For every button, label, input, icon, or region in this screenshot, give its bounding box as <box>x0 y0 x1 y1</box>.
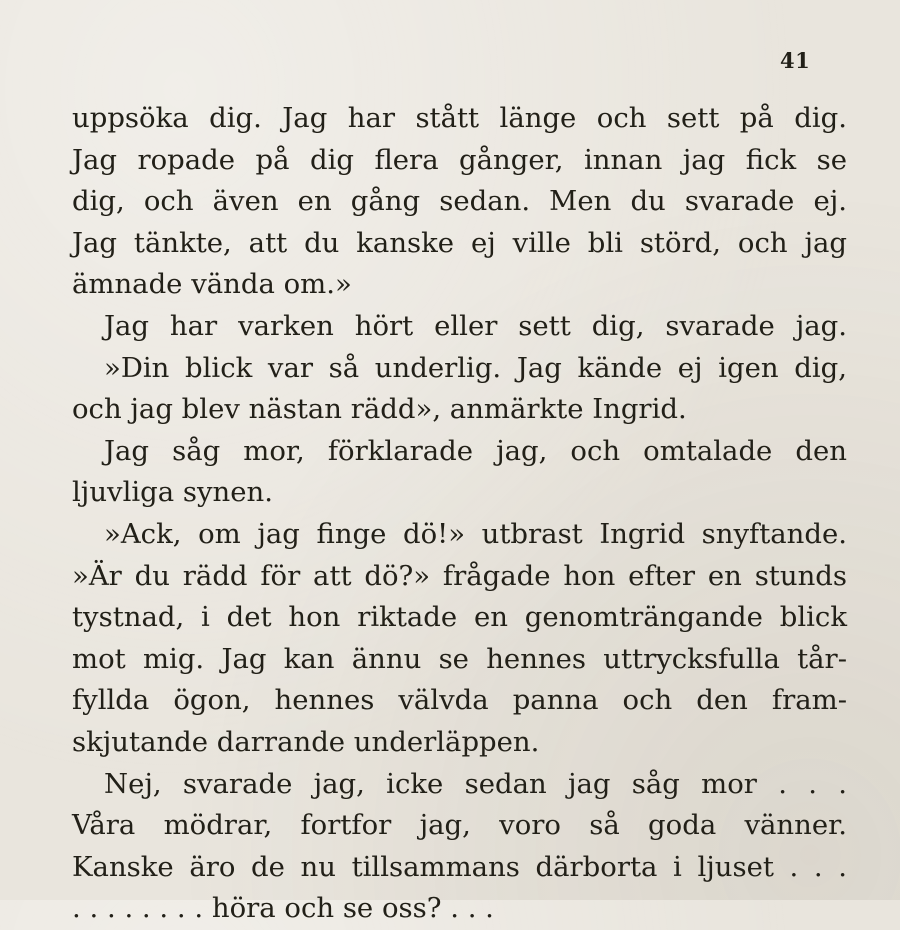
text-line: ljuvliga synen. <box>72 476 273 509</box>
text-line: och jag blev nästan rädd», anmärkte Ingrid. <box>72 393 687 426</box>
body-text <box>72 98 847 930</box>
text-line: Jag tänkte, att du kanske ej ville bli störd, och jag <box>72 226 847 259</box>
text-line: uppsöka dig. Jag har stått länge och sett på dig. <box>72 102 847 134</box>
text-line: Jag såg mor, förklarade jag, och omtalade den <box>104 434 847 467</box>
text-line: Nej, svarade jag, icke sedan jag såg mor . . . <box>104 767 847 800</box>
text-line: Jag ropade på dig flera gånger, innan jag fick se <box>72 143 847 176</box>
text-line: Kanske äro de nu tillsammans därborta i ljuset . . . <box>72 850 847 883</box>
text-line: Våra mödrar, fortfor jag, voro så goda vänner. <box>72 809 847 842</box>
text-line: tystnad, i det hon riktade en genomträngande blick <box>72 601 847 634</box>
text-line: »Din blick var så underlig. Jag kände ej igen dig, <box>104 351 847 384</box>
text-line: skjutande darrande underläppen. <box>72 725 540 758</box>
text-line: »Ack, om jag finge dö!» utbrast Ingrid snyftande. <box>104 517 847 550</box>
page-number: 41 <box>780 48 811 73</box>
text-line: »Är du rädd för att dö?» frågade hon efter en stunds <box>72 559 847 592</box>
text-line: ämnade vända om.» <box>72 268 352 301</box>
text-line: mot mig. Jag kan ännu se hennes uttrycksfulla tår- <box>72 642 847 675</box>
text-line: dig, och även en gång sedan. Men du svarade ej. <box>72 185 847 218</box>
text-line: Jag har varken hört eller sett dig, svarade jag. <box>104 309 847 342</box>
text-line: fyllda ögon, hennes välvda panna och den fram- <box>72 684 847 717</box>
text-line: . . . . . . . . höra och se oss? . . . <box>72 892 494 925</box>
